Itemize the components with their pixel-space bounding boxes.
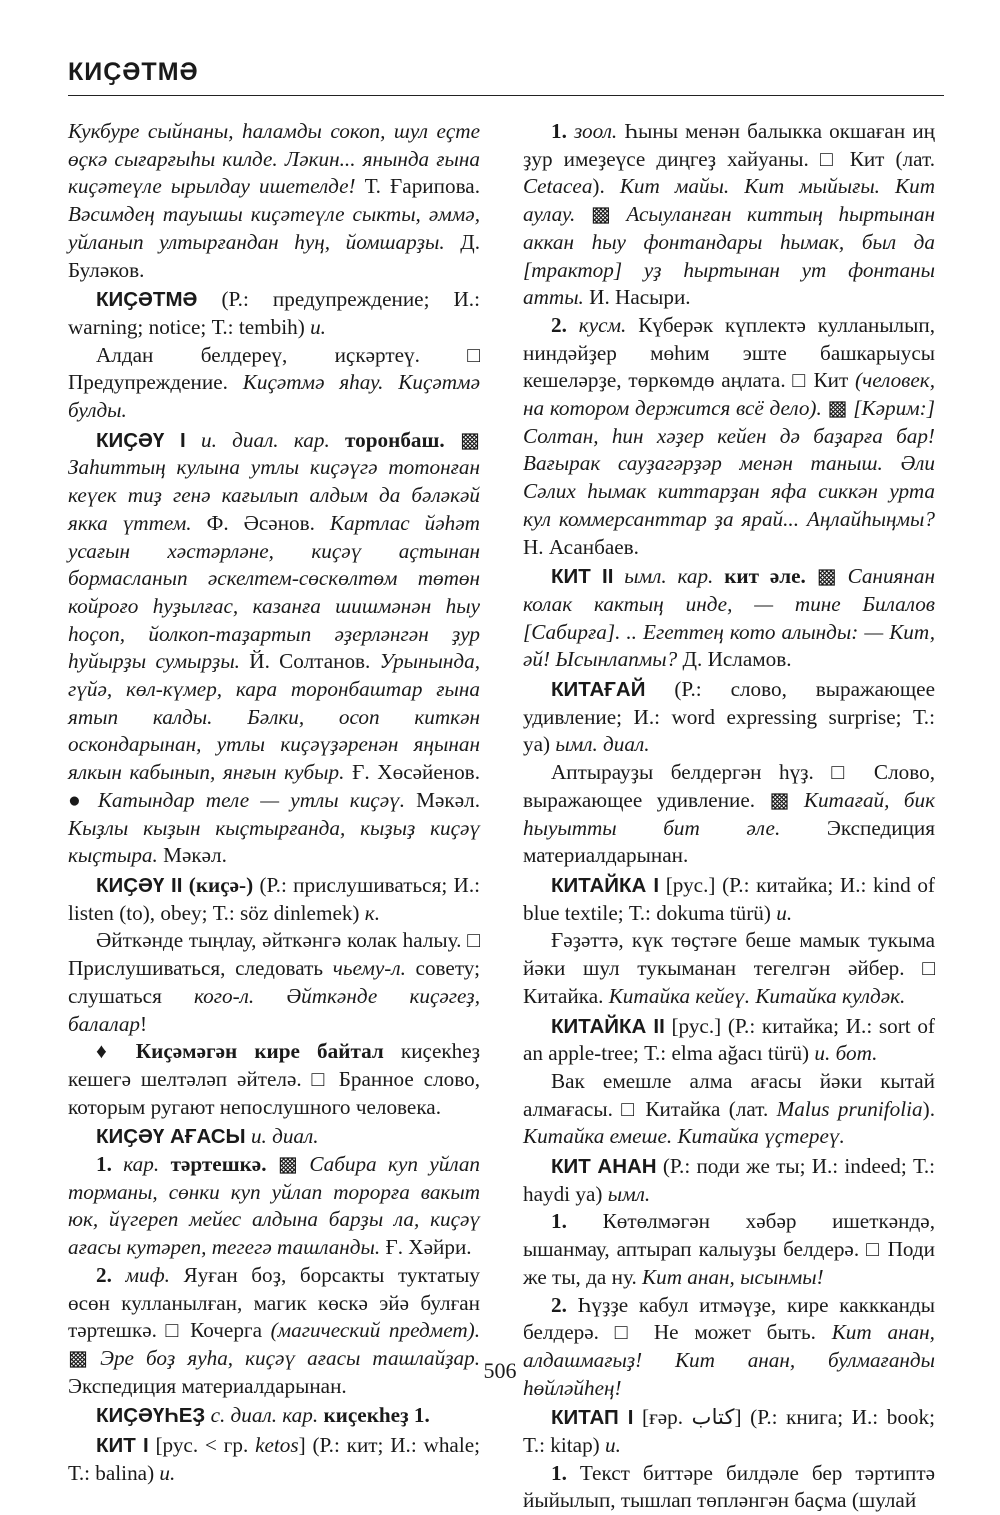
dictionary-entry-heading: КИТАЙКА I [рус.] (Р.: китайка; И.: kind of blue textile; Т.: dokuma türü) и. (523, 872, 935, 925)
dictionary-entry-heading: КИҪӘҮ II (киҫә-) (Р.: прислушиваться; И.: listen (to), obey; Т.: söz dinlemek) к. (68, 872, 481, 925)
entry-paragraph: 1. зоол. Һыны менән балыкка окшаған иң ҙур имеҙеүсе диңгеҙ хайуаны. □ Кит (лат. Cetacea). Кит майы. Кит мыйығы. Кит аулау. ▩ Асыуланған киттың һыртынан аккан һыу фонтандары һымак, был да [трактор] уҙ һыртынан ут фонтаны атты. И. Насыри. (523, 119, 936, 310)
entry-paragraph: 1. кар. тәртешкә. ▩ Сабира куп уйлап торманы, сөнки куп уйлап торорға вакыт юк, йүгереп мейес алдына барҙы ла, киҫәү ағасы кутәреп, тегегә ташланды. Ғ. Хәйри. (68, 1152, 481, 1260)
dictionary-entry-heading: КИТ I [рус. < гр. ketos] (Р.: кит; И.: whale; Т.: balina) и. (68, 1433, 480, 1485)
dictionary-entry-heading: КИҪӘТМӘ (Р.: предупреждение; И.: warning; notice; Т.: tembih) и. (68, 287, 480, 339)
entry-paragraph: Әйткәнде тыңлау, әйткәнгә колак һалыу. □ Прислушиваться, следовать чьему-л. совету; слушаться кого-л. Әйткәнде киҫәгеҙ, балалар! (68, 928, 480, 1036)
running-title: КИҪӘТМӘ (68, 58, 199, 86)
entry-paragraph: 2. кусм. Күберәк күплектә кулланылып, ниндәйҙер мөһим эште башкарыусы кешеләрҙе, төркөмдө аңлата. □ Кит (человек, на котором держится всё дело). ▩ [Кәрим:] Солтан, һин хәҙер кейен дә баҙарға бар! Вағырак сауҙагәрҙәр менән таныш. Әли Сәлих һымак киттарҙан яфа сиккән урта кул коммерсанттар ҙа ярай... Аңлайһыңмы? Н. Асанбаев. (523, 312, 936, 559)
entry-paragraph: ♦ Киҫәмәгән кире байтал киҫекһеҙ кешегә шелтәләп әйтелә. □ Бранное слово, которым ругают непослушного человека. (68, 1039, 481, 1119)
dictionary-entry-heading: КИТАҒАЙ (Р.: слово, выражающее удивление; И.: word expressing surprise; Т.: ya) ымл. диал. (523, 677, 935, 757)
entry-paragraph: Кукбуре сыйнаны, һаламды сокоп, шул еҫте өҫкә сығарғыһы килде. Ләкин... янында ғына киҫәтеүле ырылдау ишетелде! Т. Ғарипова. Вәсимдең тауышы киҫәтеүле сыкты, әммә, уйланып ултырғандан һуң, йомшарҙы. Д. Буләков. (68, 119, 481, 282)
dictionary-entry-heading: КИТ II ымл. кар. кит әле. ▩ Саниянан колак кактың инде, — тине Билалов [Сабирға]. .. Егеттең кото алынды: — Кит, әй! Ысынлапмы? Д. Исламов. (523, 564, 936, 672)
entry-paragraph: Аптырауҙы белдергән һүҙ. □ Слово, выражающее удивление. ▩ Китағай, бик һыуытты бит әле. Экспедиция материалдарынан. (523, 760, 935, 868)
page-number: 506 (483, 1358, 517, 1383)
entry-paragraph: 1. Көтөлмәгән хәбәр ишеткәндә, ышанмау, аптырап калыуҙы белдерә. □ Поди же ты, да ну. Кит анан, ысынмы! (523, 1209, 935, 1289)
entry-paragraph: Ғәҙәттә, күк төҫтәге беше мамык тукыма йәки шул тукыманан тегелгән әйбер. □ Китайка. Китайка кейеү. Китайка кулдәк. (523, 928, 935, 1008)
left-column (68, 118, 480, 1487)
dictionary-entry-heading: КИТ АНАН (Р.: поди же ты; И.: indeed; Т.: haydi ya) ымл. (523, 1154, 936, 1206)
entry-paragraph: 1. Текст биттәре билдәле бер тәртиптә йыйылып, тышлап төпләнгән баҫма (шулай (523, 1460, 935, 1513)
entry-paragraph: 2. Һүҙҙе кабул итмәүҙе, кире каккканды белдерә. □ Не может быть. Кит анан, алдашмағыҙ! Кит анан, булмағанды һөйләйһең! (523, 1292, 935, 1400)
entry-paragraph: 2. миф. Яуған боҙ, борсакты туктатыу өсөн кулланылған, магик көскә эйә булған тәртешкә. □ Кочерга (магический предмет). ▩ Эре боҙ яуһа, киҫәү ағасы ташлайҙар. Экспедиция материалдарынан. (68, 1262, 481, 1398)
right-column (523, 118, 935, 1515)
dictionary-entry-heading: КИҪӘҮ I и. диал. кар. торонбаш. ▩ Заһиттың кулына утлы киҫәүгә тотонған кеүек тиҙ генә кағылып алдым да бәләкәй якка үттем. Ф. Әсәнов. Картлас йәһәт усағын хәстәрләне, киҫәү аҫтынан бормасланып әскелтем-сөскөлтөм төтөн койроғо һуҙылғас, казанға шишмәнән һыу һоҫоп, йолкоп-таҙартып әҙерләнгән ҙур һуйырҙы сумырҙы. Й. Солтанов. Урынында, гүйә, көл-күмер, кара торонбаштар ғына ятып калды. Бәлки, осоп киткән оскондарынан, утлы киҫәүҙәренән яңынан ялкын кабынып, янғын кубыр. Ғ. Хөсәйенов. ● Катындар теле — утлы киҫәү. Мәкәл. Кыҙлы кыҙын кыҫтырғанда, кыҙыҙ киҫәү кыҫтыра. Мәкәл. (68, 427, 481, 868)
dictionary-entry-heading: КИҪӘҮ АҒАСЫ и. диал. (96, 1124, 319, 1149)
dictionary-entry-heading: КИТАЙКА II [рус.] (Р.: китайка; И.: sort of an apple-tree; Т.: elma ağacı türü) и. бот. (523, 1013, 935, 1066)
dictionary-entry-heading: КИҪӘҮҺЕҘ с. диал. кар. киҫекһеҙ 1. (96, 1403, 430, 1428)
entry-paragraph: Вак емешле алма ағасы йәки кытай алмағасы. □ Китайка (лат. Malus prunifolia). Китайка емеше. Китайка үҫтереү. (523, 1068, 935, 1149)
header-rule (68, 95, 944, 96)
entry-paragraph: Алдан белдереү, иҫкәртеү. □ Предупреждение. Киҫәтмә яһау. Киҫәтмә булды. (68, 342, 480, 423)
dictionary-entry-heading: КИТАП I [ғәр. كتاب] (Р.: книга; И.: book; Т.: kitap) и. (523, 1405, 936, 1458)
